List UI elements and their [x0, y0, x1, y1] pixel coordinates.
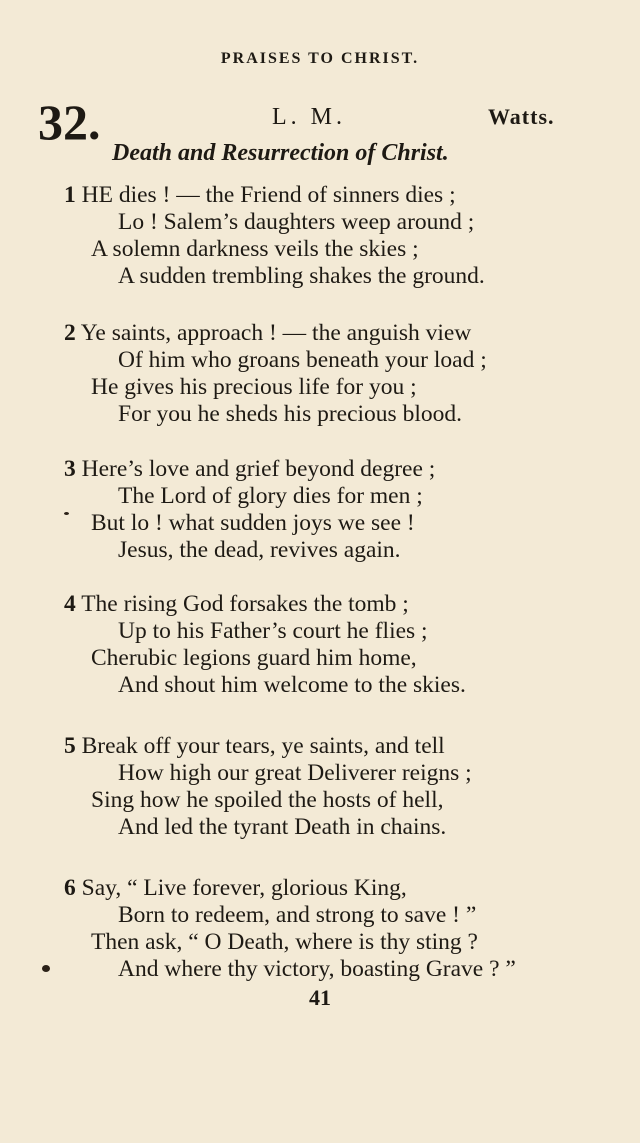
stanza-number: 1	[64, 182, 76, 208]
hymn-title: Death and Resurrection of Christ.	[112, 140, 449, 166]
verse-line: And shout him welcome to the skies.	[118, 672, 466, 698]
verse-line: The Lord of glory dies for men ;	[118, 483, 423, 509]
verse-line: Break off your tears, ye saints, and tell	[81, 733, 445, 759]
verse-line: But lo ! what sudden joys we see !	[91, 510, 415, 536]
stanza-line	[64, 456, 435, 483]
stanza-number: 3	[64, 456, 76, 482]
verse-line: A solemn darkness veils the skies ;	[91, 236, 419, 262]
verse-line: Sing how he spoiled the hosts of hell,	[91, 787, 444, 813]
hymn-meter: L. M.	[272, 104, 346, 130]
ink-speck	[64, 512, 69, 515]
verse-line: Say, “ Live forever, glorious King,	[81, 875, 407, 901]
verse-line: Jesus, the dead, revives again.	[118, 537, 401, 563]
verse-line: A sudden trembling shakes the ground.	[118, 263, 485, 289]
stanza-line	[64, 591, 409, 618]
page-number: 41	[309, 985, 331, 1010]
verse-line: Here’s love and grief beyond degree ;	[81, 456, 436, 482]
verse-line: Ye saints, approach ! — the anguish view	[80, 320, 472, 346]
stanza-number: 5	[64, 733, 76, 759]
stanza-number: 2	[64, 320, 76, 346]
stanza-number: 6	[64, 875, 76, 901]
verse-line: Of him who groans beneath your load ;	[118, 347, 487, 373]
verse-line: For you he sheds his precious blood.	[118, 401, 462, 427]
verse-line: And led the tyrant Death in chains.	[118, 814, 447, 840]
verse-line: How high our great Deliverer reigns ;	[118, 760, 472, 786]
stanza-line	[64, 733, 445, 760]
hymn-author: Watts.	[488, 104, 555, 129]
verse-line: The rising God forsakes the tomb ;	[81, 591, 409, 617]
verse-line: Cherubic legions guard him home,	[91, 645, 417, 671]
verse-line: HE dies ! — the Friend of sinners dies ;	[81, 182, 456, 208]
stanza-number: 4	[64, 591, 76, 617]
verse-line: Up to his Father’s court he flies ;	[118, 618, 428, 644]
stanza-line	[64, 875, 407, 902]
verse-line: Then ask, “ O Death, where is thy sting ?	[91, 929, 478, 955]
ink-speck	[42, 965, 50, 972]
stanza-line	[64, 320, 471, 347]
verse-line: Born to redeem, and strong to save ! ”	[118, 902, 477, 928]
running-head: PRAISES TO CHRIST.	[220, 50, 420, 67]
stanza-line	[64, 182, 456, 209]
verse-line: He gives his precious life for you ;	[91, 374, 417, 400]
verse-line: And where thy victory, boasting Grave ? ”	[118, 956, 516, 982]
hymn-number: 32.	[38, 94, 101, 150]
verse-line: Lo ! Salem’s daughters weep around ;	[118, 209, 475, 235]
